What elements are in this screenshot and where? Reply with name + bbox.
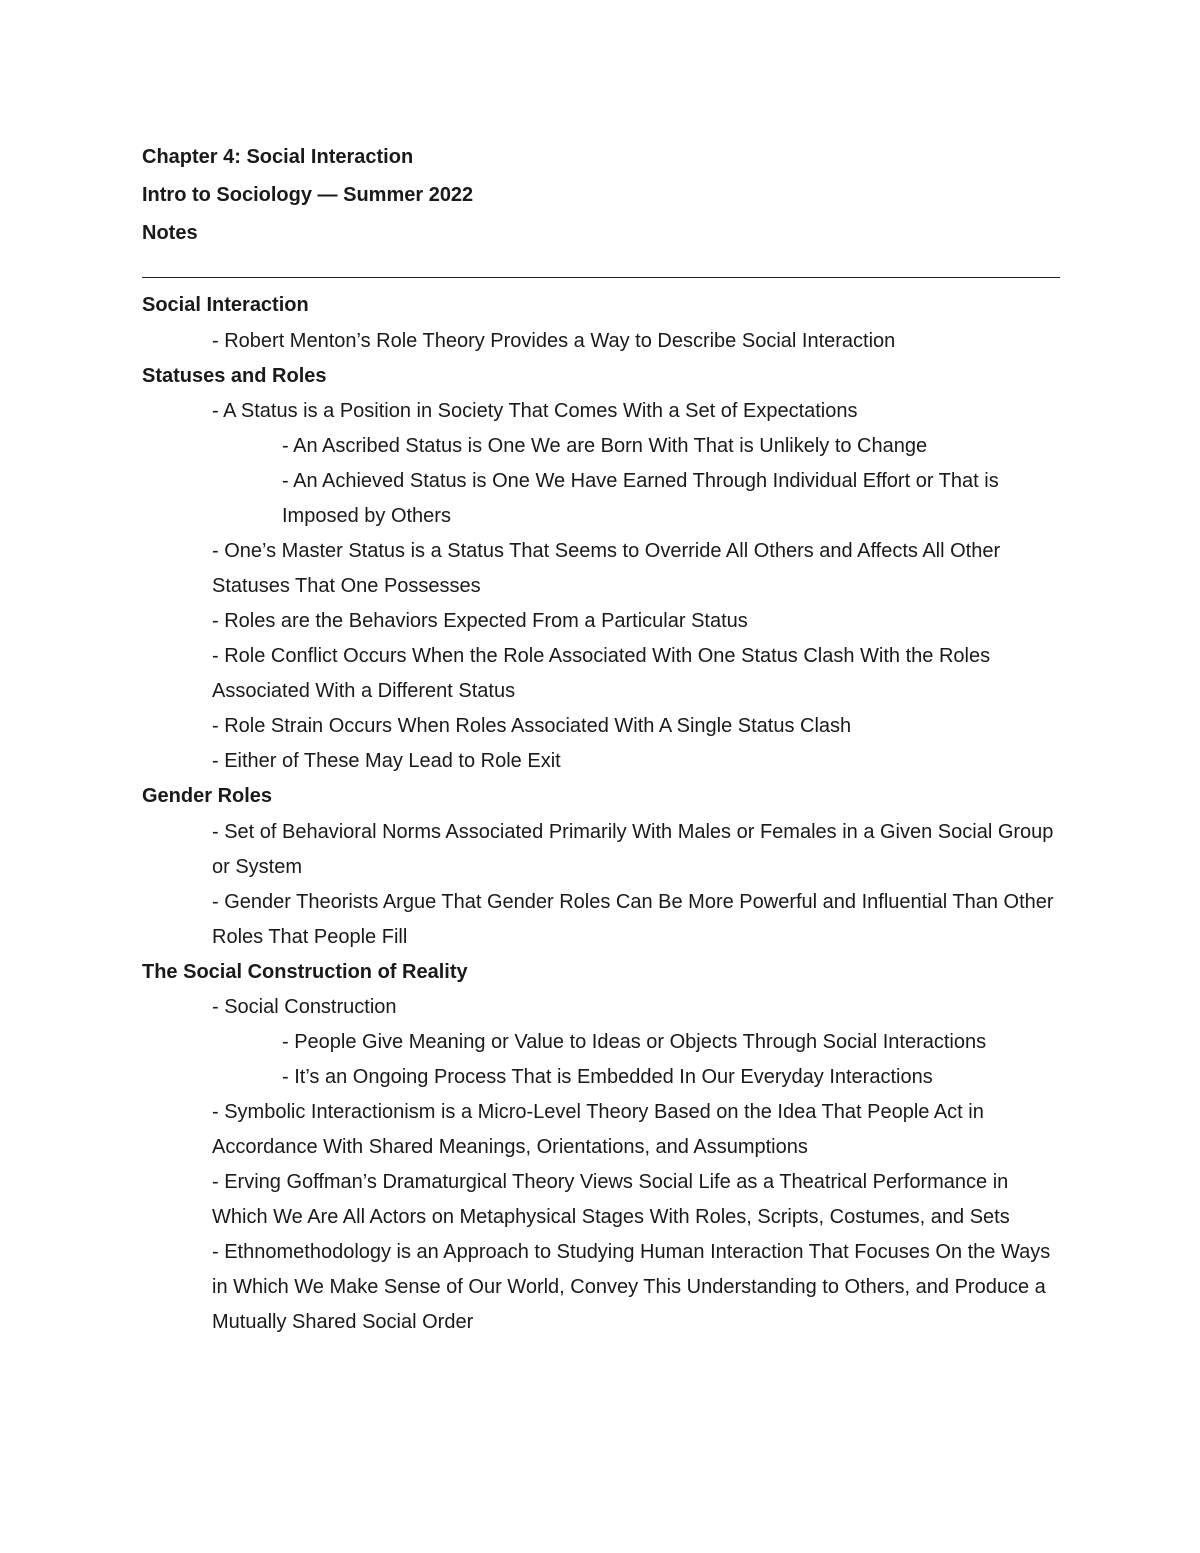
sub-bullet-item: - People Give Meaning or Value to Ideas or Objects Through Social Interactions bbox=[282, 1031, 987, 1053]
bullet-item: - Robert Menton’s Role Theory Provides a Way to Describe Social Interaction bbox=[212, 329, 896, 352]
bullet-item: - Role Strain Occurs When Roles Associated With A Single Status Clash bbox=[212, 715, 852, 737]
bullet-item: - Either of These May Lead to Role Exit bbox=[212, 750, 561, 772]
notes-section bbox=[142, 288, 1060, 359]
course-name: Intro to Sociology — Summer 2022 bbox=[142, 184, 474, 206]
section-heading: Gender Roles bbox=[142, 785, 273, 807]
section-heading: Statuses and Roles bbox=[142, 364, 327, 387]
bullet-item: - Set of Behavioral Norms Associated Primarily With Males or Females in a Given Social Group or System bbox=[212, 820, 1054, 878]
bullet-item: - Gender Theorists Argue That Gender Roles Can Be More Powerful and Influential Than Other Roles That People Fill bbox=[212, 890, 1054, 948]
notes-section bbox=[142, 955, 1060, 1341]
notes-section bbox=[142, 779, 1060, 955]
sub-bullet-item: - An Achieved Status is One We Have Earned Through Individual Effort or That is Imposed by Others bbox=[282, 470, 999, 527]
bullet-item: - A Status is a Position in Society That Comes With a Set of Expectations bbox=[212, 400, 858, 422]
bullet-item: - Ethnomethodology is an Approach to Studying Human Interaction That Focuses On the Ways in Which We Make Sense of Our World, Convey This Understanding to Others, and Produce a Mutually Shared Social Order bbox=[212, 1241, 1051, 1333]
notes-section bbox=[142, 359, 1060, 780]
bullet-item: - Role Conflict Occurs When the Role Associated With One Status Clash With the Roles Associated With a Different Status bbox=[212, 645, 991, 702]
bullet-item: - Roles are the Behaviors Expected From a Particular Status bbox=[212, 610, 748, 632]
section-heading: The Social Construction of Reality bbox=[142, 960, 468, 983]
notes-label: Notes bbox=[142, 222, 198, 244]
section-heading: Social Interaction bbox=[142, 294, 309, 316]
sub-bullet-item: - It’s an Ongoing Process That is Embedded In Our Everyday Interactions bbox=[282, 1066, 933, 1088]
bullet-item: - Social Construction bbox=[212, 996, 397, 1018]
bullet-item: - One’s Master Status is a Status That Seems to Override All Others and Affects All Other Statuses That One Possesses bbox=[212, 540, 1001, 597]
horizontal-divider bbox=[142, 277, 1060, 278]
bullet-item: - Symbolic Interactionism is a Micro-Level Theory Based on the Idea That People Act in Accordance With Shared Meanings, Orientations, and Assumptions bbox=[212, 1101, 984, 1158]
document-title: Chapter 4: Social Interaction bbox=[142, 146, 414, 168]
notes-body bbox=[142, 288, 1060, 1340]
bullet-item: - Erving Goffman’s Dramaturgical Theory Views Social Life as a Theatrical Performance in Which We Are All Actors on Metaphysical Stages With Roles, Scripts, Costumes, and Sets bbox=[212, 1171, 1010, 1228]
sub-bullet-item: - An Ascribed Status is One We are Born With That is Unlikely to Change bbox=[282, 435, 928, 457]
document-page bbox=[142, 138, 1060, 1340]
